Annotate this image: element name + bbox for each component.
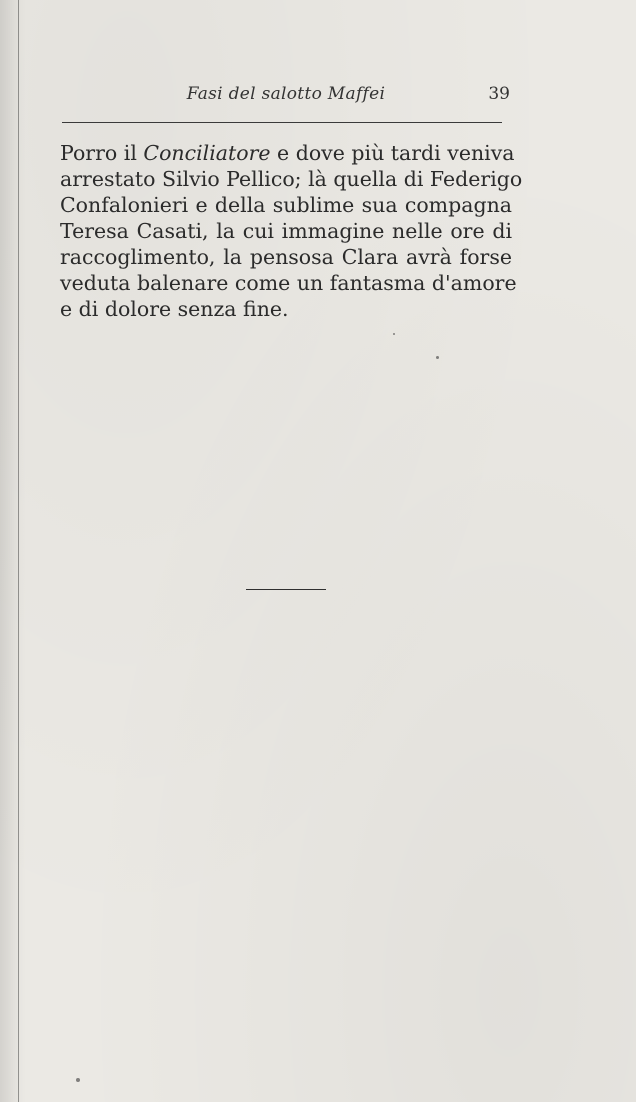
page-number: 39 [488, 84, 510, 104]
page-header [60, 84, 512, 110]
text-line: e di dolore senza fine. [60, 297, 289, 321]
paper-speck [436, 356, 439, 359]
text-line: raccoglimento, la pensosa Clara avrà forse [60, 245, 512, 269]
text-line: veduta balenare come un fantasma d'amore [60, 271, 517, 295]
text-line: Porro il Conciliatore e dove più tardi veniva [60, 141, 515, 165]
text-line: arrestato Silvio Pellico; là quella di Federigo [60, 167, 523, 191]
page-binding-edge [18, 0, 19, 1102]
paper-speck [76, 1078, 80, 1082]
text-line: Confalonieri e della sublime sua compagna [60, 193, 512, 217]
page-binding-shadow [0, 0, 26, 1102]
paper-speck [393, 333, 395, 335]
text-line: Teresa Casati, la cui immagine nelle ore di [60, 219, 512, 243]
header-rule [62, 122, 502, 123]
chapter-end-rule [246, 589, 326, 590]
body-paragraph [60, 140, 523, 322]
italic-title: Conciliatore [143, 141, 271, 165]
running-title: Fasi del salotto Maffei [186, 84, 386, 104]
